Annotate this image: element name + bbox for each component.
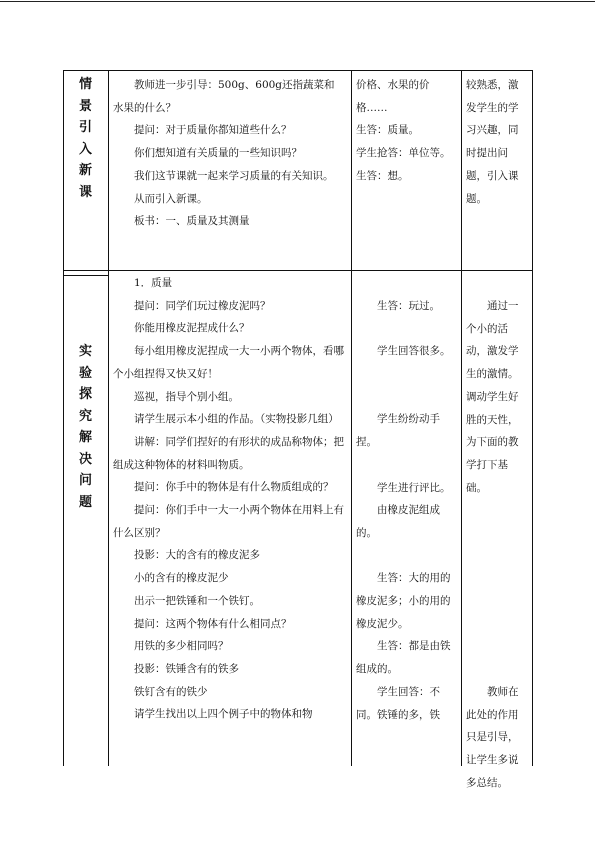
- paragraph: 用铁的多少相同吗？: [134, 640, 229, 653]
- column-divider-1: [108, 70, 109, 766]
- paragraph: 教师进一步引导：500g、600g还指蔬菜和水果的什么？: [113, 79, 335, 114]
- student-activity-cell: [356, 74, 455, 188]
- section-title-char: 探: [78, 387, 92, 402]
- section-title-char: 问: [78, 473, 92, 488]
- paragraph: 1．质量: [134, 277, 173, 289]
- paragraph: 学生回答：不同。铁锤的多，铁: [356, 685, 440, 721]
- paragraph: 板书：一、质量及其测量: [134, 215, 250, 228]
- paragraph: 教师在此处的作用只是引导，让学生多说多总结。: [466, 685, 519, 789]
- section-title-char: 引: [78, 120, 92, 135]
- paragraph: 小的含有的橡皮泥少: [134, 572, 229, 585]
- section-title-char: 题: [78, 494, 92, 510]
- section-title-experiment-inquiry: [63, 341, 108, 513]
- paragraph: 你能用橡皮泥捏成什么？: [134, 322, 250, 335]
- section-title-char: 课: [78, 184, 92, 200]
- paragraph: 学生抢答：单位等。: [356, 147, 451, 160]
- paragraph: 提问：同学们玩过橡皮泥吗？: [134, 299, 271, 312]
- paragraph: 提问：这两个物体有什么相同点？: [134, 617, 292, 630]
- paragraph: 我们这节课就一起来学习质量的有关知识。: [134, 169, 334, 182]
- paragraph: 讲解：同学们捏好的有形状的成品称物体；把组成这种物体的材料叫物质。: [113, 435, 344, 471]
- paragraph: 学生进行评比。: [377, 481, 451, 494]
- section-title-char: 决: [78, 451, 92, 467]
- table-top-border: [63, 70, 533, 71]
- section-divider: [63, 270, 533, 271]
- teacher-activity-cell: [113, 74, 345, 233]
- paragraph: 学生回答很多。: [377, 345, 451, 358]
- lesson-table: [63, 70, 533, 789]
- paragraph: 提问：对于质量你都知道些什么？: [134, 124, 292, 137]
- paragraph: 你们想知道有关质量的一些知识吗？: [134, 147, 302, 160]
- design-intent-cell: [466, 74, 528, 210]
- paragraph: 生答：想。: [356, 169, 409, 182]
- paragraph: 投影：铁锤含有的铁多: [134, 662, 239, 675]
- paragraph: 每小组用橡皮泥捏成一大一小两个物体，看哪个小组捏得又快又好！: [113, 345, 344, 380]
- section-title-char: 实: [78, 344, 92, 359]
- paragraph: 学生纷纷动手捏。: [356, 413, 440, 449]
- section-divider-short: [63, 275, 108, 276]
- section-title-char: 景: [78, 98, 92, 114]
- teacher-activity-cell: [113, 272, 345, 726]
- design-intent-cell: [466, 295, 528, 794]
- paragraph: 生答：大的用的橡皮泥多；小的用的橡皮泥少。: [356, 572, 451, 630]
- paragraph: 生答：玩过。: [377, 300, 440, 312]
- section-title-char: 究: [78, 408, 92, 424]
- section-title-char: 新: [78, 163, 92, 178]
- table-right-border: [532, 70, 533, 766]
- paragraph: 巡视，指导个别小组。: [134, 390, 239, 403]
- paragraph: 生答：质量。: [356, 124, 419, 137]
- column-divider-3: [461, 70, 462, 766]
- paragraph: 投影：大的含有的橡皮泥多: [134, 549, 260, 562]
- paragraph: 从而引入新课。: [134, 192, 208, 205]
- section-title-scenario-intro: [63, 74, 108, 203]
- section-title-char: 验: [78, 365, 92, 381]
- column-divider-2: [351, 70, 352, 766]
- student-activity-cell: [356, 295, 455, 726]
- paragraph: 生答：都是由铁组成的。: [356, 640, 451, 676]
- paragraph: 由橡皮泥组成的。: [356, 504, 440, 539]
- paragraph: 提问：你们手中一大一小两个物体在用料上有什么区别？: [113, 504, 344, 539]
- paragraph: 提问：你手中的物体是有什么物质组成的？: [134, 481, 334, 494]
- page-top-rule: [0, 1, 595, 2]
- paragraph: 请学生找出以上四个例子中的物体和物: [134, 708, 313, 721]
- section-title-char: 解: [78, 430, 92, 445]
- paragraph: 较熟悉，激发学生的学习兴趣，同时提出问题，引入课题。: [466, 79, 519, 205]
- paragraph: 价格、水果的价格……: [356, 79, 430, 114]
- paragraph: 铁钉含有的铁少: [134, 685, 208, 698]
- paragraph: 请学生展示本小组的作品。（实物投影几组）: [134, 413, 339, 426]
- paragraph: 出示一把铁锤和一个铁钉。: [134, 594, 260, 607]
- section-title-char: 入: [78, 141, 92, 157]
- section-title-char: 情: [78, 77, 92, 92]
- paragraph: 通过一个小的活动，激发学生的激情。调动学生好胜的天性，为下面的教学打下基础。: [466, 300, 519, 494]
